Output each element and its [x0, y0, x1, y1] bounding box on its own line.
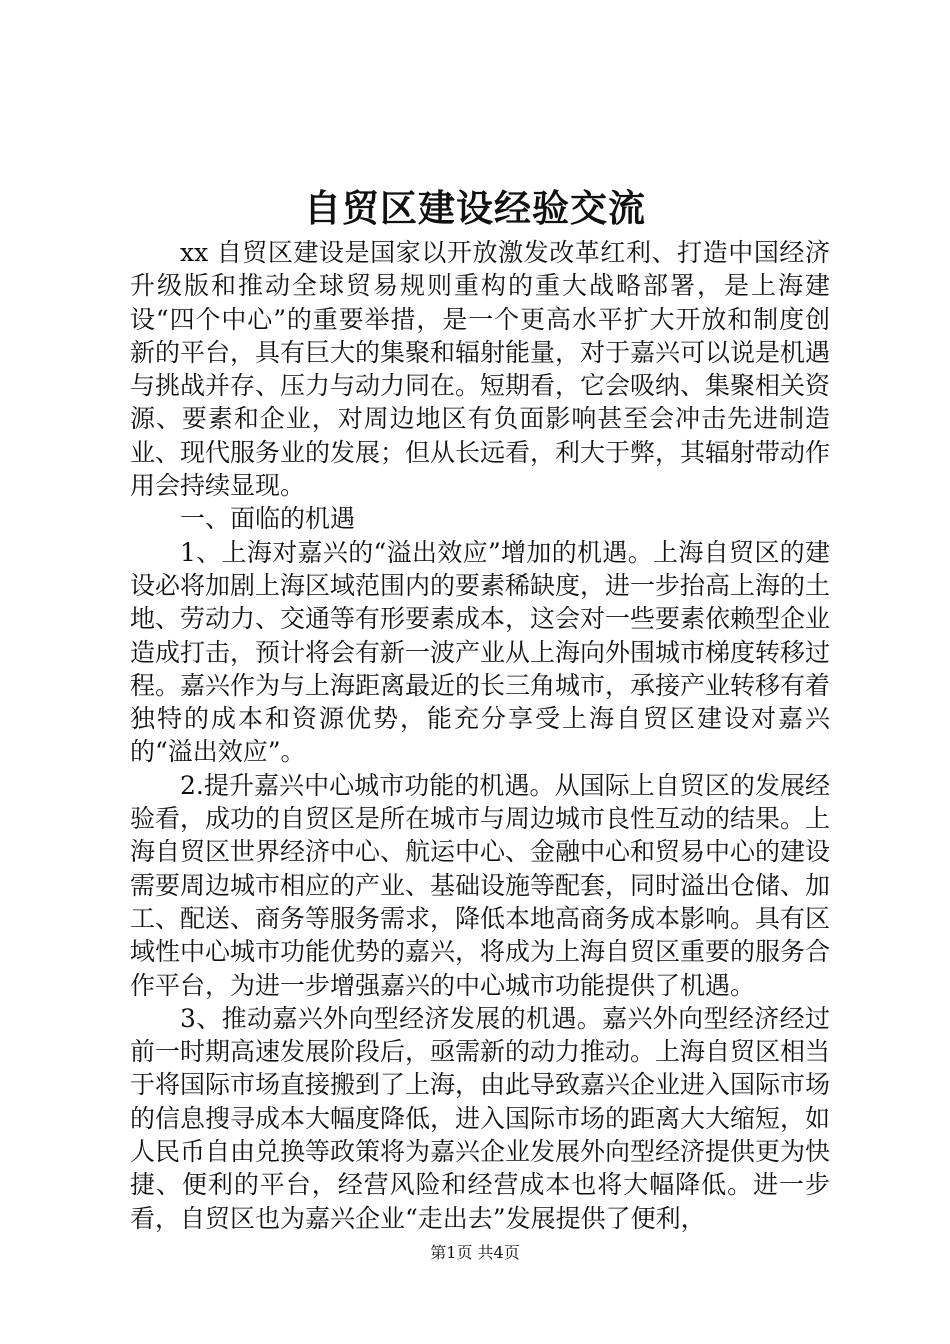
page-footer: 第1页 共4页 [430, 1243, 520, 1262]
document-title: 自贸区建设经验交流 [304, 186, 646, 230]
paragraph-intro: xx 自贸区建设是国家以开放激发改革红利、打造中国经济升级版和推动全球贸易规则重构的重大战略部署，是上海建设“四个中心”的重要举措，是一个更高水平扩大开放和制度创新的平台，具有巨大的集聚和辐射能量，对于嘉兴可以说是机遇与挑战并存、压力与动力同在。短期看，它会吸纳、集聚相关资源、要素和企业，对周边地区有负面影响甚至会冲击先进制造业、现代服务业的发展；但从长远看，利大于弊，其辐射带动作用会持续显现。 [130, 238, 831, 501]
paragraph-opportunity-3: 3、推动嘉兴外向型经济发展的机遇。嘉兴外向型经济经过前一时期高速发展阶段后，亟需新的动力推动。上海自贸区相当于将国际市场直接搬到了上海，由此导致嘉兴企业进入国际市场的信息搜寻成本大幅度降低，进入国际市场的距离大大缩短，如人民币自由兑换等政策将为嘉兴企业发展外向型经济提供更为快捷、便利的平台，经营风险和经营成本也将大幅降低。进一步看，自贸区也为嘉兴企业“走出去”发展提供了便利， [130, 1003, 831, 1233]
paragraph-opportunity-2: 2.提升嘉兴中心城市功能的机遇。从国际上自贸区的发展经验看，成功的自贸区是所在城市与周边城市良性互动的结果。上海自贸区世界经济中心、航运中心、金融中心和贸易中心的建设需要周边城市相应的产业、基础设施等配套，同时溢出仓储、加工、配送、商务等服务需求，降低本地高商务成本影响。具有区域性中心城市功能优势的嘉兴，将成为上海自贸区重要的服务合作平台，为进一步增强嘉兴的中心城市功能提供了机遇。 [130, 770, 831, 1000]
section-heading-opportunities: 一、面临的机遇 [180, 504, 356, 534]
paragraph-opportunity-1: 1、上海对嘉兴的“溢出效应”增加的机遇。上海自贸区的建设必将加剧上海区域范围内的要素稀缺度，进一步抬高上海的土地、劳动力、交通等有形要素成本，这会对一些要素依赖型企业造成打击，预计将会有新一波产业从上海向外围城市梯度转移过程。嘉兴作为与上海距离最近的长三角城市，承接产业转移有着独特的成本和资源优势，能充分享受上海自贸区建设对嘉兴的“溢出效应”。 [130, 537, 831, 767]
document-body [130, 236, 830, 1235]
